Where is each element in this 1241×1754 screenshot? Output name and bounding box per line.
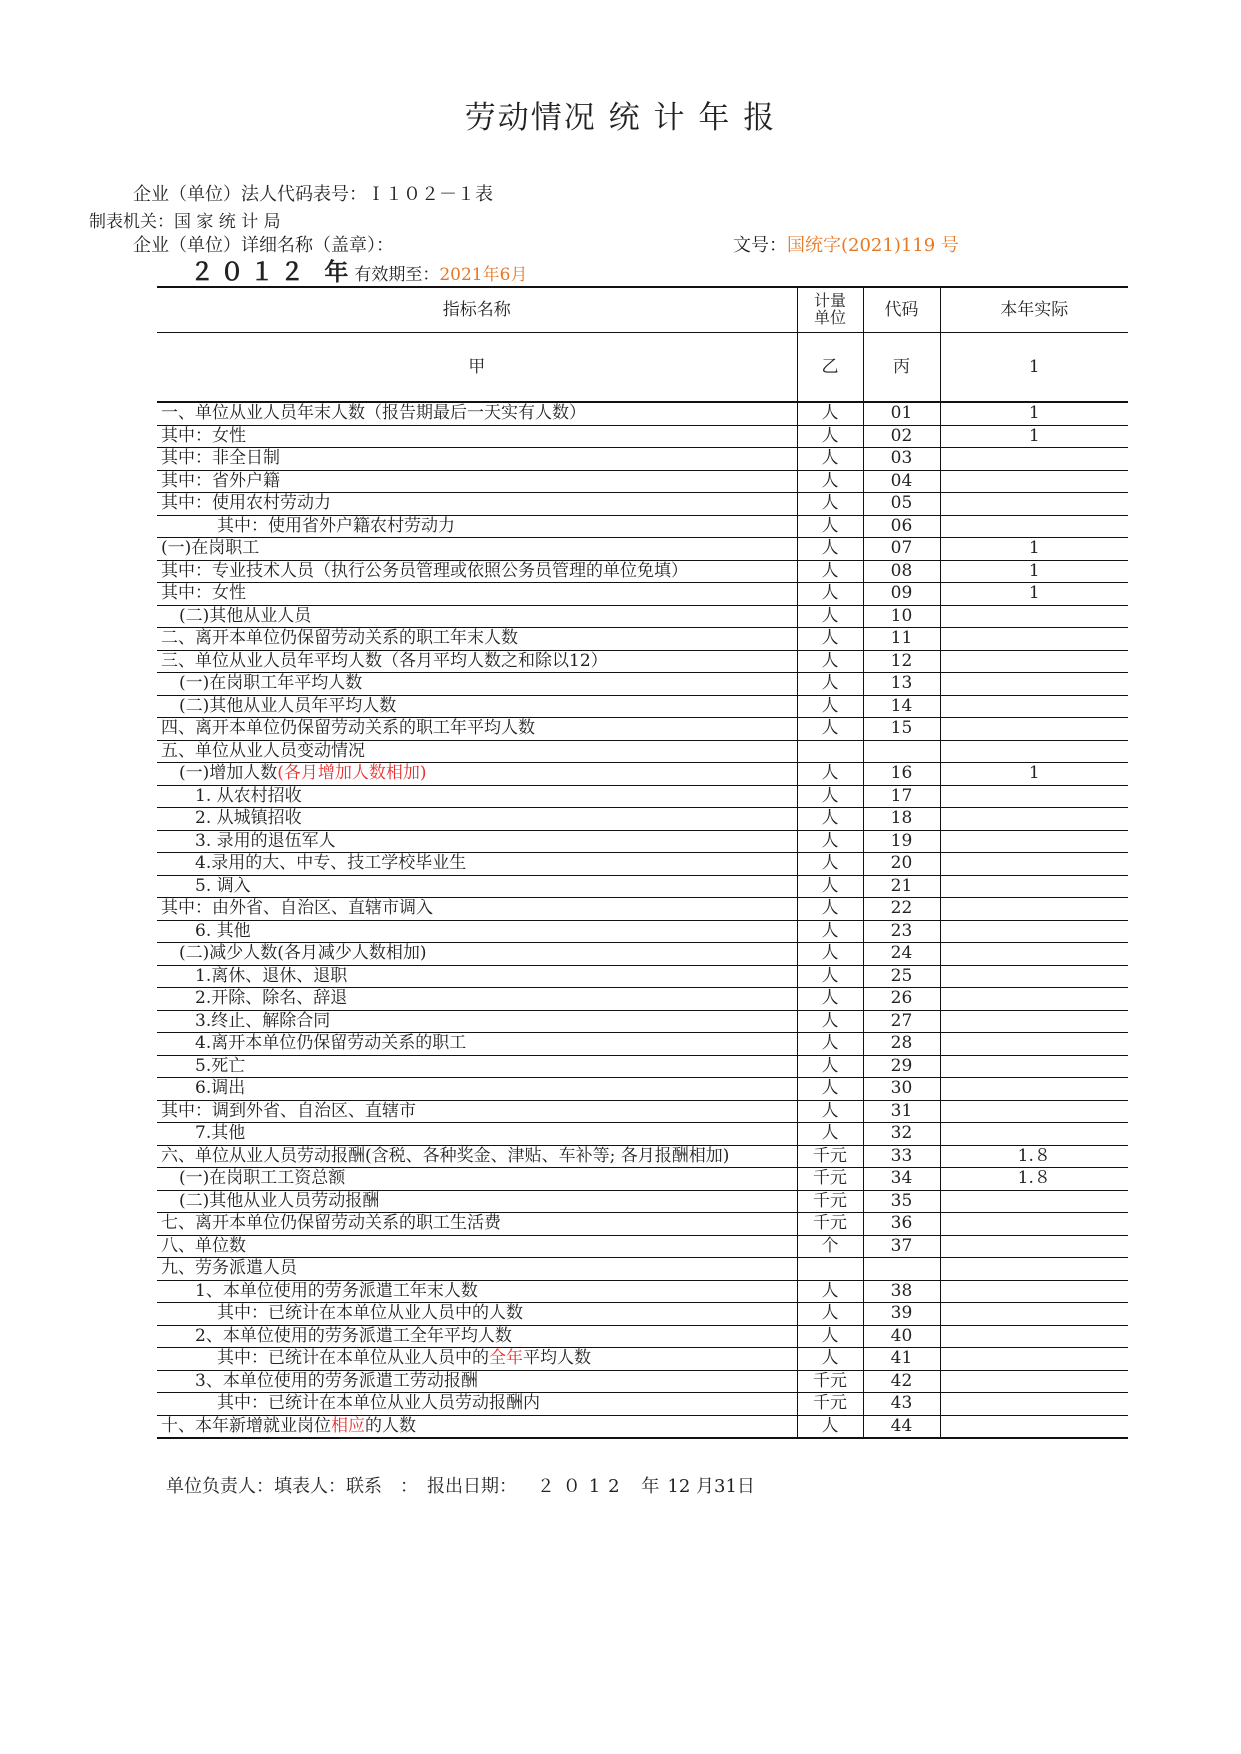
row-code: 19 xyxy=(863,830,940,853)
row-code: 07 xyxy=(863,538,940,561)
row-code: 15 xyxy=(863,718,940,741)
table-row xyxy=(157,1033,1128,1056)
row-value xyxy=(940,920,1128,943)
row-unit: 人 xyxy=(797,1280,863,1303)
row-value xyxy=(940,1370,1128,1393)
row-code: 03 xyxy=(863,448,940,471)
row-code: 04 xyxy=(863,470,940,493)
row-unit: 人 xyxy=(797,808,863,831)
row-unit: 人 xyxy=(797,628,863,651)
row-code: 26 xyxy=(863,988,940,1011)
row-name: 其中：使用农村劳动力 xyxy=(157,493,797,516)
row-value xyxy=(940,1415,1128,1438)
table-row xyxy=(157,988,1128,1011)
table-row xyxy=(157,875,1128,898)
table-row xyxy=(157,1325,1128,1348)
row-code: 32 xyxy=(863,1123,940,1146)
table-row xyxy=(157,448,1128,471)
row-name: 3. 录用的退伍军人 xyxy=(157,830,797,853)
row-name: 其中：已统计在本单位从业人员劳动报酬内 xyxy=(157,1393,797,1416)
row-code: 34 xyxy=(863,1168,940,1191)
row-code: 10 xyxy=(863,605,940,628)
row-unit: 个 xyxy=(797,1235,863,1258)
row-code: 01 xyxy=(863,402,940,425)
col-header-unit: 计量 单位 xyxy=(797,287,863,333)
page-title: 劳动情况 统 计 年 报 xyxy=(464,100,777,136)
row-name: (一)在岗职工 xyxy=(157,538,797,561)
row-unit: 人 xyxy=(797,1078,863,1101)
row-unit: 人 xyxy=(797,1100,863,1123)
row-code: 42 xyxy=(863,1370,940,1393)
row-name: 十、本年新增就业岗位相应的人数 xyxy=(157,1415,797,1438)
report-date-year: ２０12 年 xyxy=(536,1476,668,1497)
table-row xyxy=(157,1078,1128,1101)
row-code: 22 xyxy=(863,898,940,921)
org-line: 制表机关：国 家 统 计 局 xyxy=(89,212,281,232)
table-row xyxy=(157,1123,1128,1146)
row-code xyxy=(863,740,940,763)
row-value xyxy=(940,650,1128,673)
table-row xyxy=(157,605,1128,628)
row-value xyxy=(940,1393,1128,1416)
row-unit: 人 xyxy=(797,1033,863,1056)
table-row xyxy=(157,1280,1128,1303)
row-name: 其中：由外省、自治区、直辖市调入 xyxy=(157,898,797,921)
row-name: 二、离开本单位仍保留劳动关系的职工年末人数 xyxy=(157,628,797,651)
row-code: 13 xyxy=(863,673,940,696)
col-header-code: 代码 xyxy=(863,287,940,333)
col-header-value: 本年实际 xyxy=(940,287,1128,333)
row-unit: 人 xyxy=(797,965,863,988)
sub-header-unit: 乙 xyxy=(797,333,863,403)
table-row xyxy=(157,515,1128,538)
row-name: 7.其他 xyxy=(157,1123,797,1146)
row-name: (二)减少人数(各月减少人数相加) xyxy=(157,943,797,966)
row-value xyxy=(940,605,1128,628)
row-name: (一)在岗职工年平均人数 xyxy=(157,673,797,696)
year-line xyxy=(190,252,527,287)
sub-header-name: 甲 xyxy=(157,333,797,403)
row-value xyxy=(940,943,1128,966)
row-unit: 人 xyxy=(797,1303,863,1326)
row-value xyxy=(940,830,1128,853)
row-value xyxy=(940,718,1128,741)
row-name: 其中：已统计在本单位从业人员中的全年平均人数 xyxy=(157,1348,797,1371)
row-value xyxy=(940,785,1128,808)
row-unit: 千元 xyxy=(797,1370,863,1393)
table-row xyxy=(157,1370,1128,1393)
row-value xyxy=(940,515,1128,538)
table-row xyxy=(157,1393,1128,1416)
row-name: 六、单位从业人员劳动报酬(含税、各种奖金、津贴、车补等; 各月报酬相加) xyxy=(157,1145,797,1168)
row-name: 其中：使用省外户籍农村劳动力 xyxy=(157,515,797,538)
valid-value: 2021年6月 xyxy=(439,265,528,285)
table-row xyxy=(157,470,1128,493)
row-name: (一)增加人数(各月增加人数相加) xyxy=(157,763,797,786)
row-code: 06 xyxy=(863,515,940,538)
sub-header-code: 丙 xyxy=(863,333,940,403)
code-line: 企业（单位）法人代码表号：Ｉ１０２－１表 xyxy=(133,184,493,205)
table-row xyxy=(157,1010,1128,1033)
row-value xyxy=(940,1213,1128,1236)
row-code: 30 xyxy=(863,1078,940,1101)
row-code: 40 xyxy=(863,1325,940,1348)
row-name: 2. 从城镇招收 xyxy=(157,808,797,831)
row-unit: 人 xyxy=(797,1348,863,1371)
table-row xyxy=(157,830,1128,853)
table-row xyxy=(157,740,1128,763)
row-name: 其中：非全日制 xyxy=(157,448,797,471)
row-value xyxy=(940,988,1128,1011)
row-code: 05 xyxy=(863,493,940,516)
row-unit: 人 xyxy=(797,583,863,606)
table-row xyxy=(157,628,1128,651)
row-name: 6. 其他 xyxy=(157,920,797,943)
row-code: 35 xyxy=(863,1190,940,1213)
row-unit xyxy=(797,740,863,763)
report-date-month: 12 月 xyxy=(667,1476,715,1497)
row-name: 2.开除、除名、辞退 xyxy=(157,988,797,1011)
row-unit: 人 xyxy=(797,605,863,628)
report-date-day: 31日 xyxy=(714,1476,755,1497)
row-value xyxy=(940,808,1128,831)
row-name: 5. 调入 xyxy=(157,875,797,898)
table-row xyxy=(157,1235,1128,1258)
row-value xyxy=(940,1348,1128,1371)
table-row xyxy=(157,1348,1128,1371)
row-code: 09 xyxy=(863,583,940,606)
table-row xyxy=(157,898,1128,921)
row-unit: 人 xyxy=(797,785,863,808)
row-value xyxy=(940,1280,1128,1303)
row-value xyxy=(940,470,1128,493)
row-value xyxy=(940,1190,1128,1213)
row-value xyxy=(940,493,1128,516)
table-row xyxy=(157,1213,1128,1236)
row-unit: 人 xyxy=(797,763,863,786)
row-name: 3、本单位使用的劳务派遣工劳动报酬 xyxy=(157,1370,797,1393)
row-code: 41 xyxy=(863,1348,940,1371)
row-code: 18 xyxy=(863,808,940,831)
row-unit: 人 xyxy=(797,875,863,898)
col-header-name: 指标名称 xyxy=(157,287,797,333)
row-name: 五、单位从业人员变动情况 xyxy=(157,740,797,763)
row-value: 1 xyxy=(940,425,1128,448)
row-value: 1.８ xyxy=(940,1145,1128,1168)
row-value xyxy=(940,965,1128,988)
row-value: 1 xyxy=(940,538,1128,561)
row-code: 12 xyxy=(863,650,940,673)
row-unit: 人 xyxy=(797,943,863,966)
row-value: 1 xyxy=(940,763,1128,786)
row-name: 1、本单位使用的劳务派遣工年末人数 xyxy=(157,1280,797,1303)
row-name: 3.终止、解除合同 xyxy=(157,1010,797,1033)
row-code: 25 xyxy=(863,965,940,988)
table-row xyxy=(157,1258,1128,1281)
row-unit: 人 xyxy=(797,695,863,718)
row-unit: 人 xyxy=(797,1325,863,1348)
row-value xyxy=(940,1303,1128,1326)
labor-statistics-table xyxy=(157,286,1128,1439)
row-unit: 千元 xyxy=(797,1213,863,1236)
row-unit: 人 xyxy=(797,1415,863,1438)
row-unit: 人 xyxy=(797,988,863,1011)
table-row xyxy=(157,785,1128,808)
row-name: 1.离休、退休、退职 xyxy=(157,965,797,988)
row-value xyxy=(940,1123,1128,1146)
row-code: 23 xyxy=(863,920,940,943)
row-unit: 人 xyxy=(797,470,863,493)
row-name: 其中：女性 xyxy=(157,425,797,448)
table-row xyxy=(157,965,1128,988)
highlight-text: (各月增加人数相加) xyxy=(277,763,427,784)
row-name: (一)在岗职工工资总额 xyxy=(157,1168,797,1191)
row-code: 31 xyxy=(863,1100,940,1123)
table-row xyxy=(157,1303,1128,1326)
table-row xyxy=(157,560,1128,583)
row-code: 08 xyxy=(863,560,940,583)
table-row xyxy=(157,808,1128,831)
table-row xyxy=(157,1415,1128,1438)
row-unit: 人 xyxy=(797,718,863,741)
row-name: (二)其他从业人员劳动报酬 xyxy=(157,1190,797,1213)
row-unit: 人 xyxy=(797,402,863,425)
row-unit: 人 xyxy=(797,493,863,516)
row-name: 2、本单位使用的劳务派遣工全年平均人数 xyxy=(157,1325,797,1348)
table-row xyxy=(157,673,1128,696)
highlight-text: 全年 xyxy=(489,1348,523,1369)
doc-number xyxy=(733,231,959,257)
row-code: 02 xyxy=(863,425,940,448)
row-unit: 千元 xyxy=(797,1190,863,1213)
row-unit: 千元 xyxy=(797,1168,863,1191)
row-unit: 人 xyxy=(797,853,863,876)
row-code: 44 xyxy=(863,1415,940,1438)
table-row xyxy=(157,650,1128,673)
row-unit: 人 xyxy=(797,1123,863,1146)
row-value xyxy=(940,875,1128,898)
table-row xyxy=(157,583,1128,606)
sub-header-value: 1 xyxy=(940,333,1128,403)
row-value xyxy=(940,1055,1128,1078)
row-name: 4.离开本单位仍保留劳动关系的职工 xyxy=(157,1033,797,1056)
table-row xyxy=(157,920,1128,943)
row-value: 1 xyxy=(940,583,1128,606)
table-row xyxy=(157,402,1128,425)
table-row xyxy=(157,425,1128,448)
row-name: (二)其他从业人员 xyxy=(157,605,797,628)
row-value xyxy=(940,448,1128,471)
row-code: 24 xyxy=(863,943,940,966)
footer xyxy=(166,1472,755,1498)
table-row xyxy=(157,943,1128,966)
row-unit: 千元 xyxy=(797,1393,863,1416)
row-value: 1 xyxy=(940,402,1128,425)
row-code: 39 xyxy=(863,1303,940,1326)
row-value: 1 xyxy=(940,560,1128,583)
row-code: 21 xyxy=(863,875,940,898)
row-value xyxy=(940,740,1128,763)
table-row xyxy=(157,1145,1128,1168)
row-unit: 人 xyxy=(797,1010,863,1033)
table-row xyxy=(157,1100,1128,1123)
row-value xyxy=(940,695,1128,718)
row-value xyxy=(940,853,1128,876)
table-row xyxy=(157,1190,1128,1213)
row-name: 其中：已统计在本单位从业人员中的人数 xyxy=(157,1303,797,1326)
row-unit: 人 xyxy=(797,898,863,921)
row-unit: 人 xyxy=(797,650,863,673)
name-line: 企业（单位）详细名称（盖章）： xyxy=(133,235,394,256)
row-name: 一、单位从业人员年末人数（报告期最后一天实有人数） xyxy=(157,402,797,425)
doc-label: 文号： xyxy=(733,235,787,256)
table-row xyxy=(157,1168,1128,1191)
row-value xyxy=(940,673,1128,696)
row-unit: 人 xyxy=(797,673,863,696)
row-name: 其中：专业技术人员（执行公务员管理或依照公务员管理的单位免填） xyxy=(157,560,797,583)
row-code: 11 xyxy=(863,628,940,651)
row-code: 14 xyxy=(863,695,940,718)
row-value xyxy=(940,1078,1128,1101)
row-code: 43 xyxy=(863,1393,940,1416)
row-unit: 人 xyxy=(797,515,863,538)
row-unit: 千元 xyxy=(797,1145,863,1168)
row-unit: 人 xyxy=(797,1055,863,1078)
row-code xyxy=(863,1258,940,1281)
row-name: 6.调出 xyxy=(157,1078,797,1101)
row-code: 16 xyxy=(863,763,940,786)
row-name: 七、离开本单位仍保留劳动关系的职工生活费 xyxy=(157,1213,797,1236)
row-value xyxy=(940,898,1128,921)
row-code: 27 xyxy=(863,1010,940,1033)
row-unit: 人 xyxy=(797,425,863,448)
row-name: 三、单位从业人员年平均人数（各月平均人数之和除以12） xyxy=(157,650,797,673)
row-name: 四、离开本单位仍保留劳动关系的职工年平均人数 xyxy=(157,718,797,741)
table-row xyxy=(157,538,1128,561)
row-unit: 人 xyxy=(797,538,863,561)
table-row xyxy=(157,695,1128,718)
row-code: 29 xyxy=(863,1055,940,1078)
row-unit xyxy=(797,1258,863,1281)
row-value xyxy=(940,1010,1128,1033)
row-name: 其中：省外户籍 xyxy=(157,470,797,493)
footer-fields: 单位负责人：填表人：联系 ： 报出日期： xyxy=(166,1476,517,1497)
row-name: 八、单位数 xyxy=(157,1235,797,1258)
row-name: 九、劳务派遣人员 xyxy=(157,1258,797,1281)
row-code: 36 xyxy=(863,1213,940,1236)
doc-value: 国统字(2021)119 号 xyxy=(787,235,959,256)
row-unit: 人 xyxy=(797,920,863,943)
row-value xyxy=(940,1325,1128,1348)
row-name: 5.死亡 xyxy=(157,1055,797,1078)
row-value xyxy=(940,1100,1128,1123)
row-name: 4.录用的大、中专、技工学校毕业生 xyxy=(157,853,797,876)
row-unit: 人 xyxy=(797,560,863,583)
row-code: 28 xyxy=(863,1033,940,1056)
row-code: 38 xyxy=(863,1280,940,1303)
row-value xyxy=(940,1235,1128,1258)
highlight-text: 相应 xyxy=(331,1415,365,1436)
valid-label: 有效期至： xyxy=(354,265,440,285)
row-name: (二)其他从业人员年平均人数 xyxy=(157,695,797,718)
report-year: ２０１２ 年 xyxy=(190,257,355,286)
row-unit: 人 xyxy=(797,830,863,853)
table-row xyxy=(157,493,1128,516)
row-value xyxy=(940,1033,1128,1056)
table-row xyxy=(157,718,1128,741)
table-row xyxy=(157,763,1128,786)
row-value: 1.８ xyxy=(940,1168,1128,1191)
row-unit: 人 xyxy=(797,448,863,471)
table-row xyxy=(157,853,1128,876)
row-code: 37 xyxy=(863,1235,940,1258)
row-code: 20 xyxy=(863,853,940,876)
row-name: 其中：调到外省、自治区、直辖市 xyxy=(157,1100,797,1123)
table-row xyxy=(157,1055,1128,1078)
row-code: 17 xyxy=(863,785,940,808)
row-code: 33 xyxy=(863,1145,940,1168)
row-name: 1. 从农村招收 xyxy=(157,785,797,808)
row-name: 其中：女性 xyxy=(157,583,797,606)
row-value xyxy=(940,1258,1128,1281)
row-value xyxy=(940,628,1128,651)
